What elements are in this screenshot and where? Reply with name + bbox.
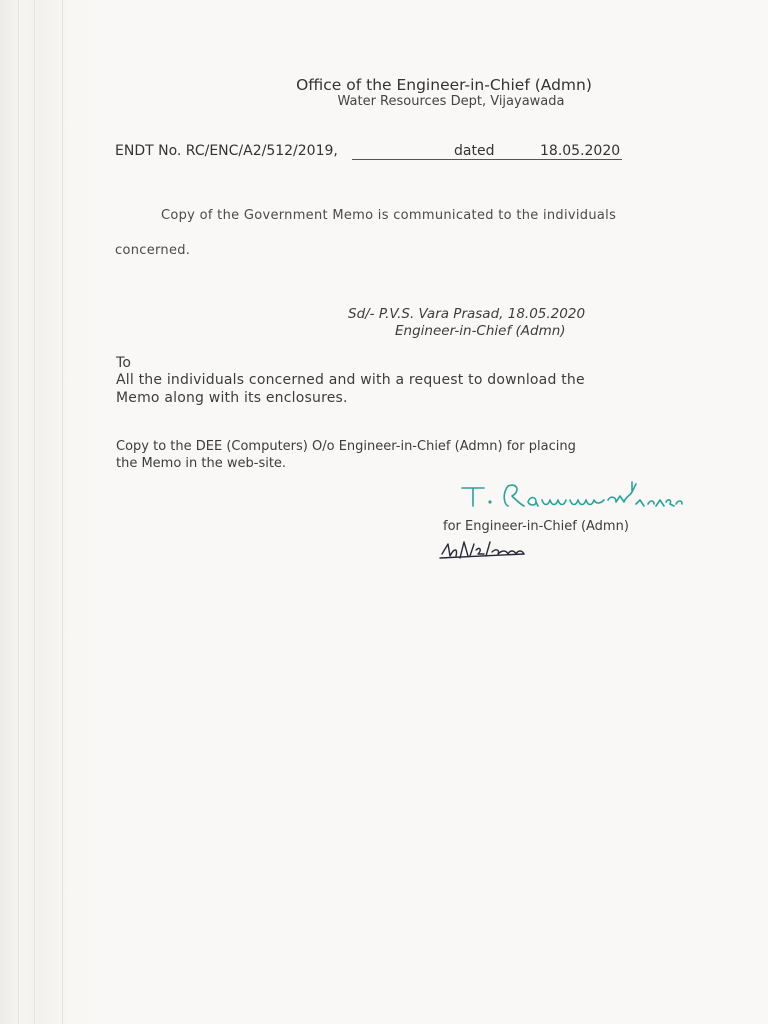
endorsement-underline [352,159,622,160]
signed-by: Sd/- P.V.S. Vara Prasad, 18.05.2020 [348,306,586,322]
addressee-line-2: Memo along with its enclosures. [116,390,348,406]
endorsement-number: ENDT No. RC/ENC/A2/512/2019, [115,143,338,159]
body-line-1: Copy of the Government Memo is communicated to the individuals [161,208,617,223]
body-line-2: concerned. [115,243,191,258]
for-signatory-label: for Engineer-in-Chief (Admn) [443,519,629,534]
page-edge-line [34,0,35,1024]
addressee-line-1: All the individuals concerned and with a request to download the [116,372,585,388]
copy-to-line-1: Copy to the DEE (Computers) O/o Engineer-in-Chief (Admn) for placing [116,439,576,454]
handwritten-signature-teal [458,476,703,516]
signatory-designation: Engineer-in-Chief (Admn) [395,323,566,339]
page-edge-line [18,0,19,1024]
endorsement-date: 18.05.2020 [540,143,621,159]
dated-label: dated [454,143,495,159]
copy-to-line-2: the Memo in the web-site. [116,456,287,471]
handwritten-initials-date [438,536,528,564]
office-title: Office of the Engineer-in-Chief (Admn) [296,76,592,94]
scanned-page-edge [0,0,110,1024]
to-label: To [116,355,132,371]
page-edge-line [62,0,63,1024]
department-subtitle: Water Resources Dept, Vijayawada [337,94,565,109]
